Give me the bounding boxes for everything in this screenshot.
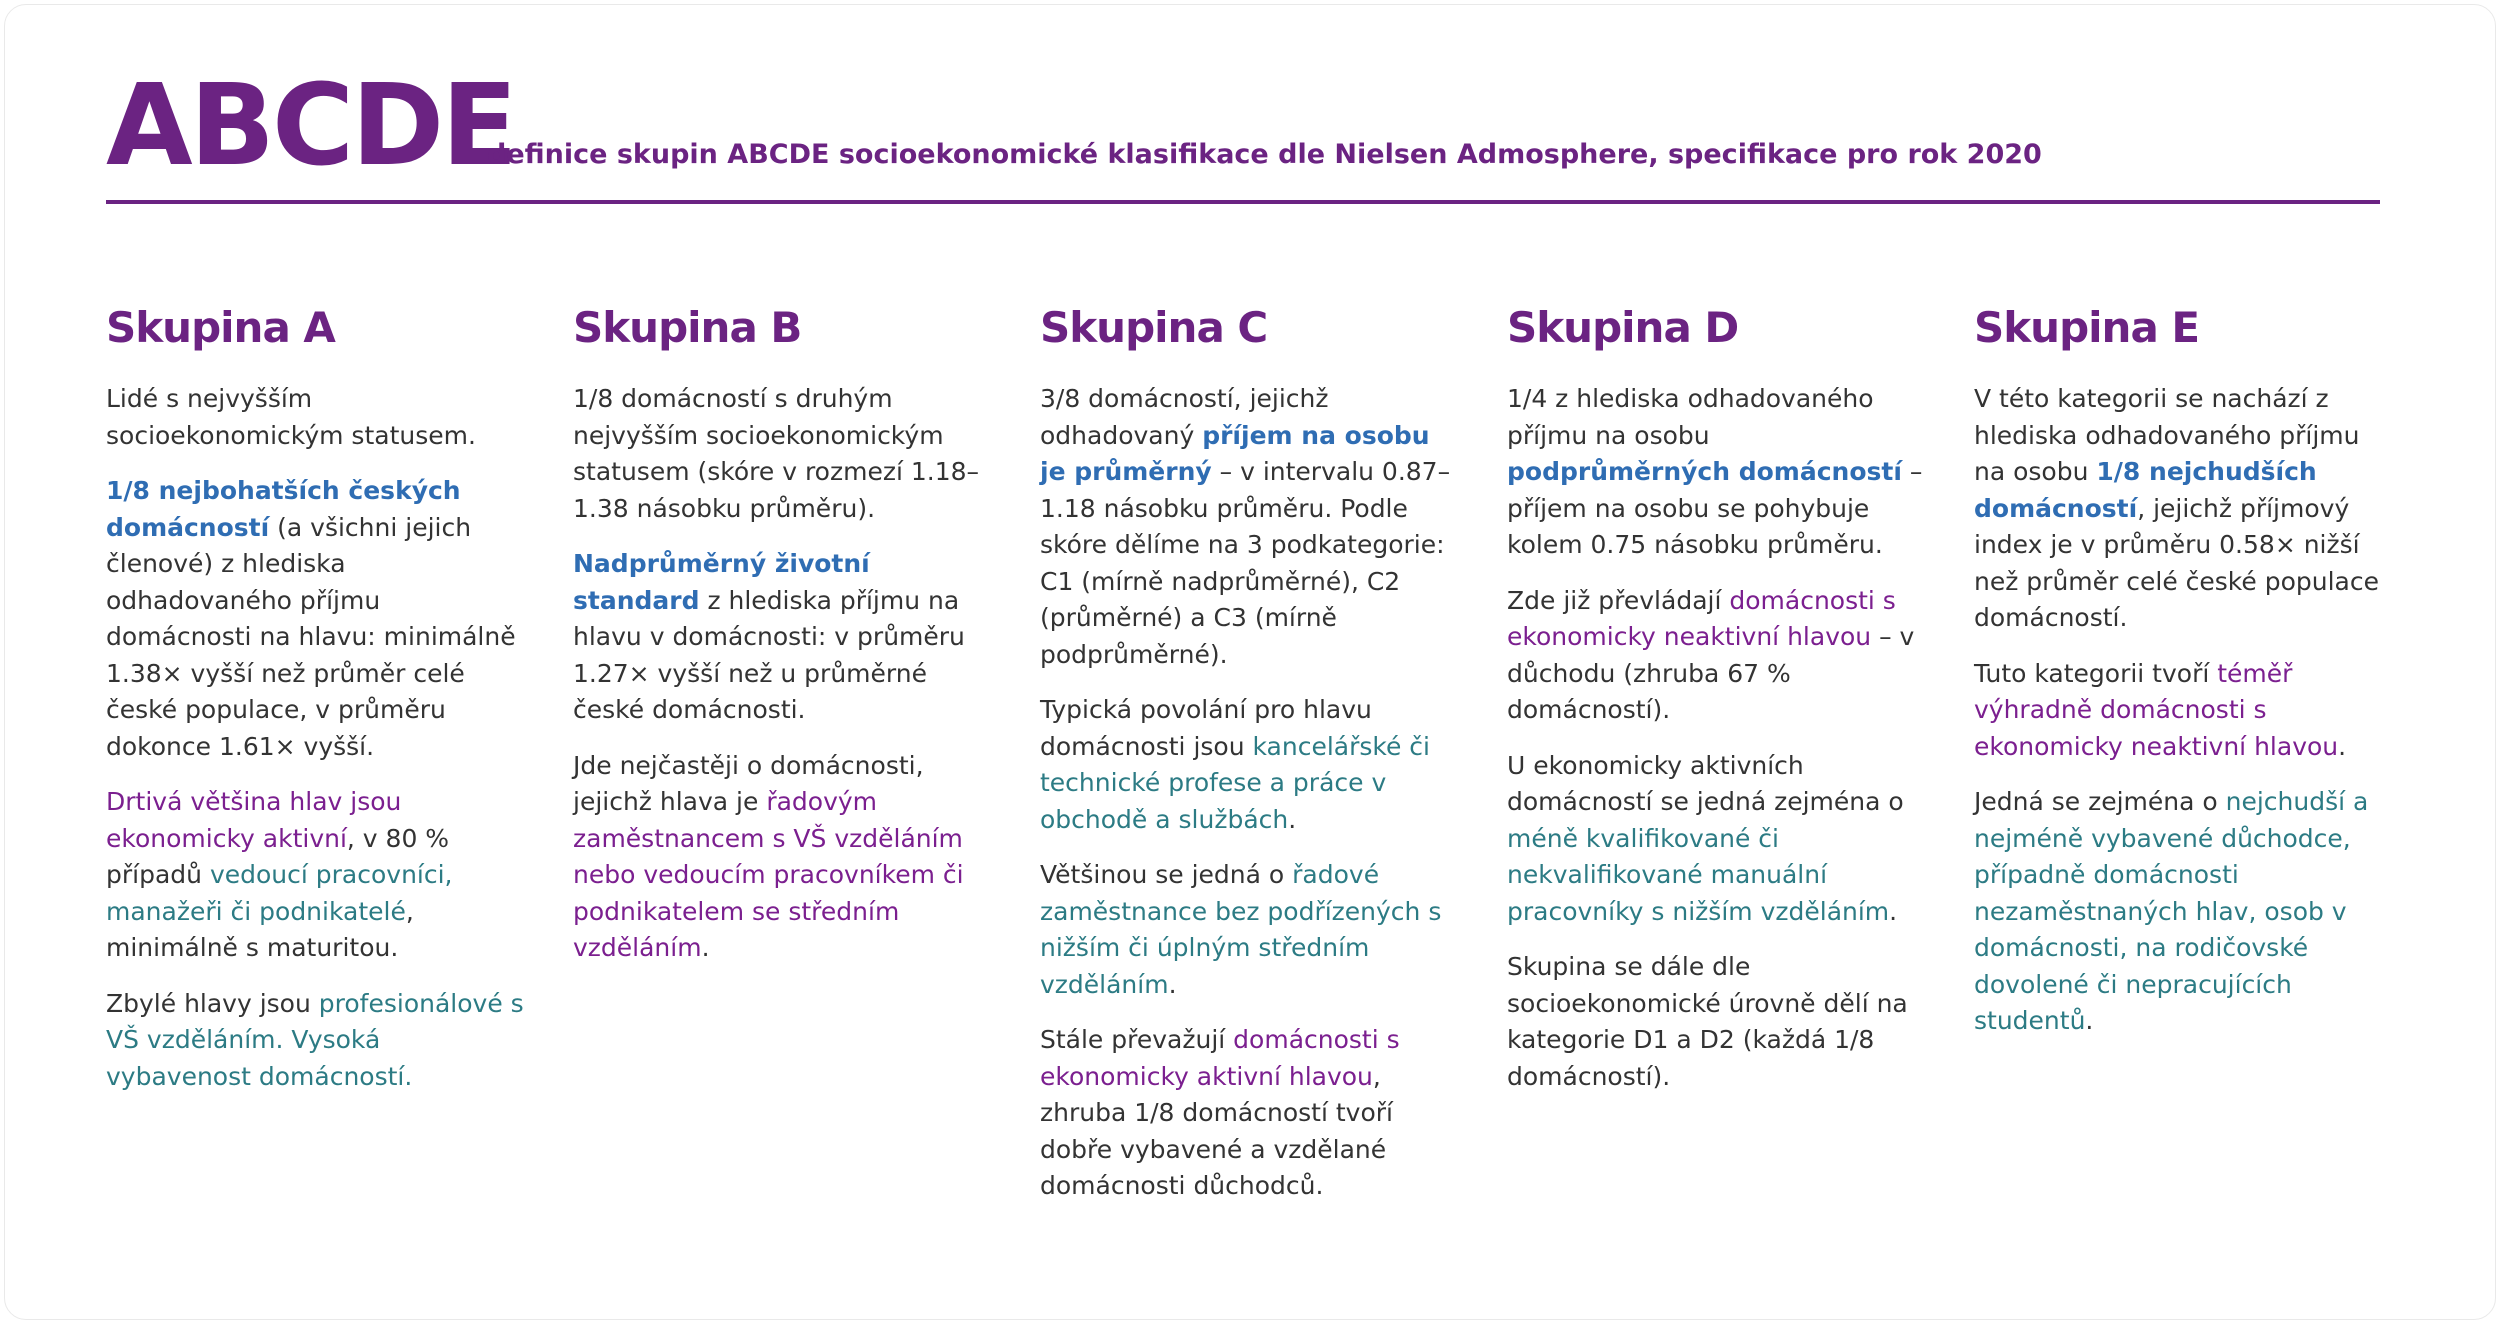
body-text: . xyxy=(1288,804,1297,834)
highlight-text: profesionálové s VŠ vzděláním. Vysoká vybavenost domácností. xyxy=(106,988,524,1091)
body-text: 3/8 domácností, jejichž odhadovaný xyxy=(1040,384,1329,450)
group-b-column xyxy=(573,305,993,986)
highlight-text: Nadprůměrný životní standard xyxy=(573,549,870,615)
abcde-logo: ABCDE xyxy=(106,61,515,191)
group-e-paragraph xyxy=(1974,381,2394,637)
highlight-text: domácnosti s ekonomicky neaktivní hlavou xyxy=(1507,585,1896,652)
group-a-paragraph xyxy=(106,381,526,454)
group-b-text xyxy=(573,381,993,967)
body-text: – příjem na osobu se pohybuje kolem 0.75 násobku průměru. xyxy=(1507,457,1923,560)
body-text: Stále převažují xyxy=(1040,1025,1234,1055)
group-d-column xyxy=(1507,305,1927,1114)
body-text: , minimálně s maturitou. xyxy=(106,896,414,963)
highlight-text: méně kvalifikované či nekvalifikované manuální pracovníky s nižším vzděláním xyxy=(1507,823,1890,926)
group-d-text xyxy=(1507,381,1927,1095)
highlight-text: vedoucí pracovníci, manažeři či podnikatelé xyxy=(106,860,453,926)
body-text: , v 80 % případů xyxy=(106,823,450,890)
group-a-paragraph xyxy=(106,986,526,1096)
body-text: 1/4 z hlediska odhadovaného příjmu na osobu xyxy=(1507,384,1874,450)
highlight-text: podprůměrných domácností xyxy=(1507,457,1902,487)
highlight-text: řadové zaměstnance bez podřízených s nižším či úplným středním vzděláním xyxy=(1040,860,1442,999)
body-text: . xyxy=(2085,1006,2094,1036)
body-text: Skupina se dále dle socioekonomické úrovně dělí na kategorie D1 a D2 (každá 1/8 domácností). xyxy=(1507,952,1908,1091)
body-text: , zhruba 1/8 domácností tvoří dobře vybavené a vzdělané domácnosti důchodců. xyxy=(1040,1061,1393,1201)
group-d-paragraph xyxy=(1507,381,1927,564)
body-text: Zbylé hlavy jsou xyxy=(106,988,319,1018)
body-text: Typická povolání pro hlavu domácnosti jsou xyxy=(1040,695,1372,761)
body-text: V této kategorii se nachází z hlediska odhadovaného příjmu na osobu xyxy=(1974,384,2360,487)
highlight-text: téměř výhradně domácnosti s ekonomicky neaktivní hlavou xyxy=(1974,658,2339,761)
group-d-title: Skupina D xyxy=(1507,303,1739,352)
body-text: (a všichni jejich členové) z hlediska odhadovaného příjmu domácnosti na hlavu: minimálně 1.38× vyšší než průměr celé české populace, v průměru dokonce 1.61× vyšší. xyxy=(106,512,516,761)
body-text: Jedná se zejména o xyxy=(1974,787,2226,817)
group-e-title: Skupina E xyxy=(1974,303,2200,352)
highlight-text: 1/8 nejchudších domácností xyxy=(1974,457,2317,523)
body-text: . xyxy=(1168,969,1177,999)
group-e-paragraph xyxy=(1974,656,2394,766)
group-d-paragraph xyxy=(1507,949,1927,1095)
body-text: Většinou se jedná o xyxy=(1040,860,1293,890)
group-b-title: Skupina B xyxy=(573,303,802,352)
body-text: . xyxy=(1889,896,1898,926)
body-text: . xyxy=(2338,731,2347,761)
highlight-text: kancelářské či technické profese a práce v obchodě a službách xyxy=(1040,731,1431,834)
group-c-paragraph xyxy=(1040,857,1460,1003)
highlight-text: Drtivá většina hlav jsou ekonomicky aktivní xyxy=(106,787,402,853)
body-text: , jejichž příjmový index je v průměru 0.58× nižší než průměr celé české populace domácností. xyxy=(1974,493,2379,633)
group-e-text xyxy=(1974,381,2394,1040)
body-text: z hlediska příjmu na hlavu v domácnosti: v průměru 1.27× vyšší než u průměrné české domácnosti. xyxy=(573,585,965,725)
group-a-column xyxy=(106,305,526,1114)
group-a-paragraph xyxy=(106,784,526,967)
highlight-text: domácnosti s ekonomicky aktivní hlavou xyxy=(1040,1025,1400,1091)
group-d-paragraph xyxy=(1507,748,1927,931)
group-a-text xyxy=(106,381,526,1095)
group-c-column xyxy=(1040,305,1460,1224)
group-d-paragraph xyxy=(1507,583,1927,729)
group-b-paragraph xyxy=(573,748,993,967)
group-b-paragraph xyxy=(573,546,993,729)
body-text: – v intervalu 0.87–1.18 násobku průměru. Podle skóre dělíme na 3 podkategorie: C1 (mírně nadprůměrné), C2 (průměrné) a C3 (mírně podprůměrné). xyxy=(1040,457,1451,669)
group-c-paragraph xyxy=(1040,692,1460,838)
body-text: Lidé s nejvyšším socioekonomickým statusem. xyxy=(106,384,476,450)
highlight-text: nejchudší a nejméně vybavené důchodce, případně domácnosti nezaměstnaných hlav, osob v domácnosti, na rodičovské dovolené či nepracujících studentů xyxy=(1974,787,2369,1036)
group-c-text xyxy=(1040,381,1460,1205)
body-text: Zde již převládají xyxy=(1507,585,1730,615)
page-subtitle: definice skupin ABCDE socioekonomické klasifikace dle Nielsen Admosphere, specifikace pro rok 2020 xyxy=(487,139,2042,170)
highlight-text: řadovým zaměstnancem s VŠ vzděláním nebo vedoucím pracovníkem či podnikatelem se středním vzděláním xyxy=(573,787,964,963)
group-c-title: Skupina C xyxy=(1040,303,1268,352)
group-b-paragraph xyxy=(573,381,993,527)
group-e-paragraph xyxy=(1974,784,2394,1040)
group-e-column xyxy=(1974,305,2394,1059)
body-text: U ekonomicky aktivních domácností se jedná zejména o xyxy=(1507,750,1904,817)
header-divider xyxy=(106,200,2380,204)
group-c-paragraph xyxy=(1040,1022,1460,1205)
group-c-paragraph xyxy=(1040,381,1460,673)
body-text: Tuto kategorii tvoří xyxy=(1974,658,2218,688)
body-text: Jde nejčastěji o domácnosti, jejichž hlava je xyxy=(573,750,924,817)
group-a-title: Skupina A xyxy=(106,303,335,352)
body-text: . xyxy=(701,933,710,963)
body-text: – v důchodu (zhruba 67 % domácností). xyxy=(1507,622,1915,725)
group-a-paragraph xyxy=(106,473,526,765)
highlight-text: 1/8 nejbohatších českých domácností xyxy=(106,476,461,542)
highlight-text: příjem na osobu je průměrný xyxy=(1040,420,1430,487)
body-text: 1/8 domácností s druhým nejvyšším socioekonomickým statusem (skóre v rozmezí 1.18–1.38 násobku průměru). xyxy=(573,384,980,523)
